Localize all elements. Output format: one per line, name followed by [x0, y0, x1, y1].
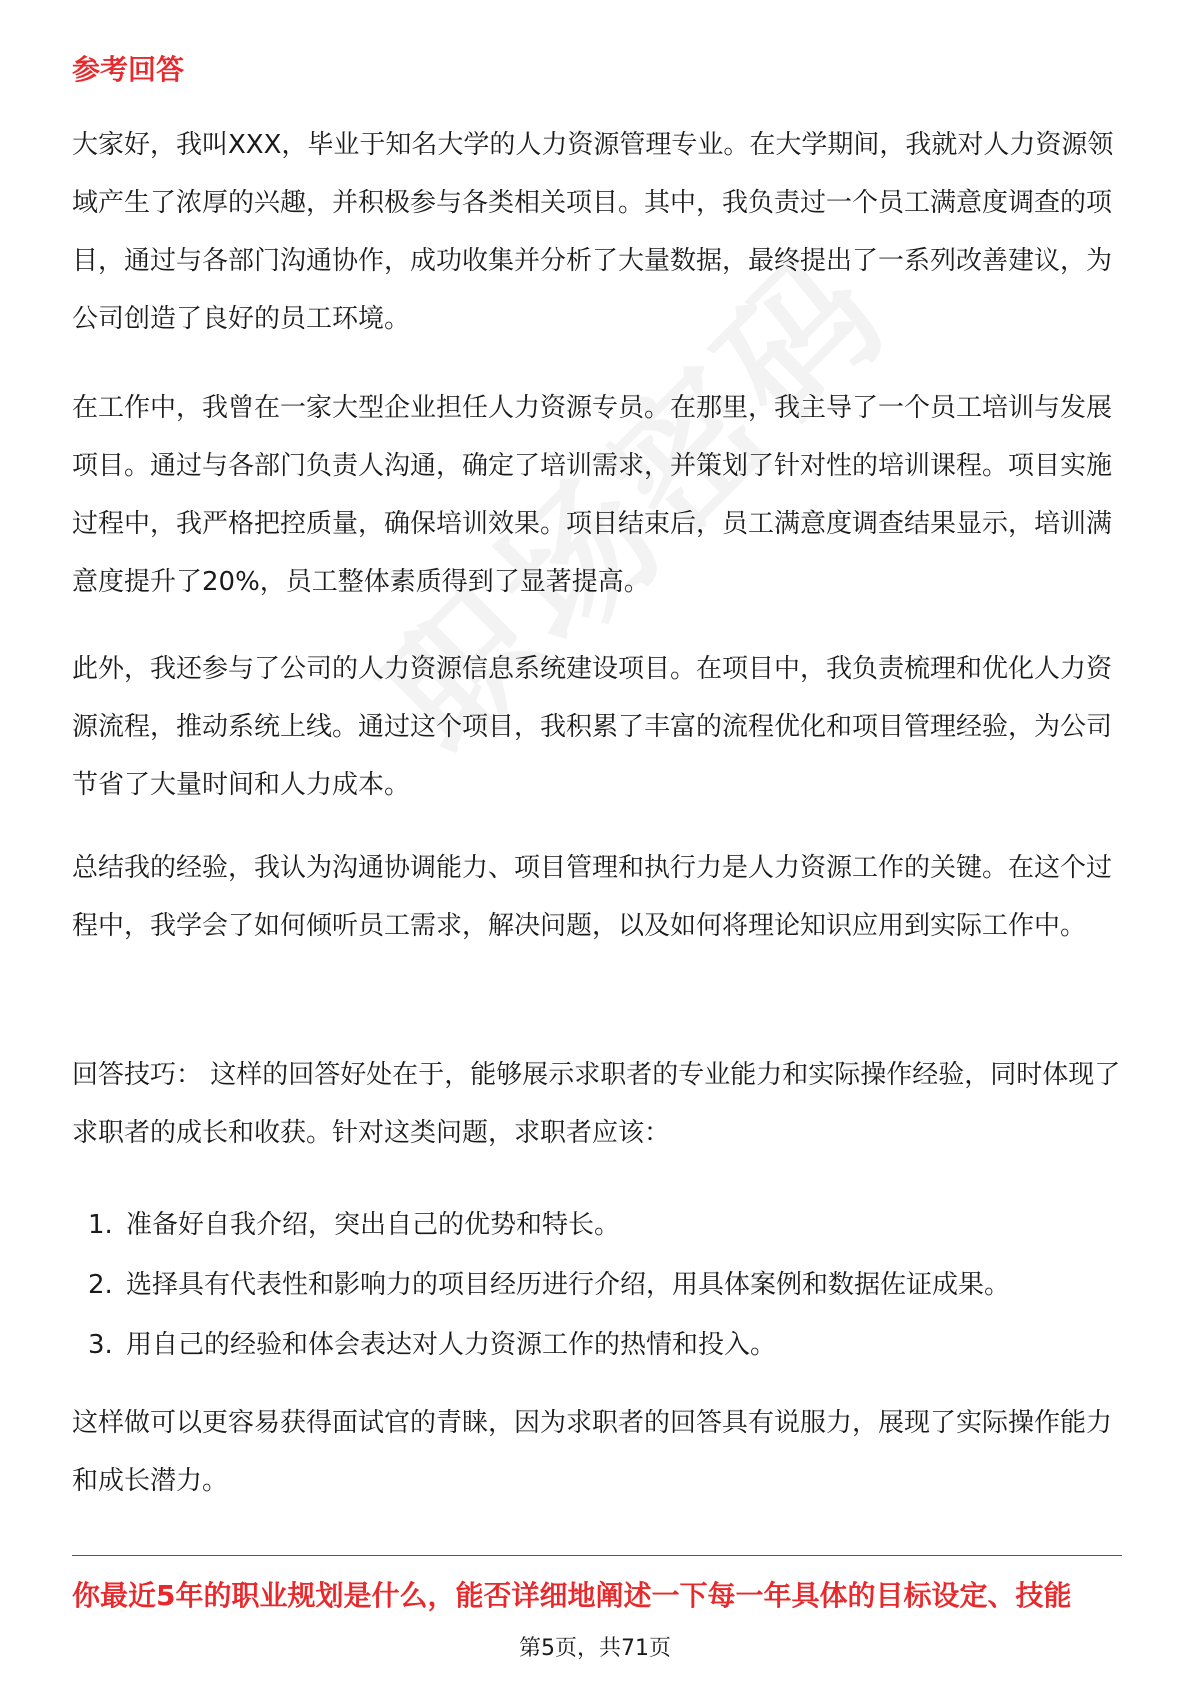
list-item: [72, 1195, 1122, 1255]
list-text: 准备好自我介绍，突出自己的优势和特长。: [126, 1210, 621, 1240]
tips-intro: 回答技巧： 这样的回答好处在于，能够展示求职者的专业能力和实际操作经验，同时体现了求职者的成长和收获。针对这类问题，求职者应该：: [72, 1060, 1121, 1148]
page-number: 第5页，共71页: [519, 1636, 671, 1661]
divider: [72, 1555, 1122, 1556]
list-number: 3.: [88, 1330, 113, 1360]
list-number: 2.: [88, 1270, 113, 1300]
next-question-heading: 你最近5年的职业规划是什么，能否详细地阐述一下每一年具体的目标设定、技能: [72, 1579, 1072, 1612]
answer-paragraph-4: 总结我的经验，我认为沟通协调能力、项目管理和执行力是人力资源工作的关键。在这个过程中，我学会了如何倾听员工需求，解决问题，以及如何将理论知识应用到实际工作中。: [72, 853, 1113, 941]
list-item: [72, 1315, 1122, 1375]
answer-paragraph-3: 此外，我还参与了公司的人力资源信息系统建设项目。在项目中，我负责梳理和优化人力资源流程，推动系统上线。通过这个项目，我积累了丰富的流程优化和项目管理经验，为公司节省了大量时间和人力成本。: [72, 654, 1113, 800]
list-text: 用自己的经验和体会表达对人力资源工作的热情和投入。: [126, 1330, 777, 1360]
tips-list: [72, 1195, 1122, 1375]
answer-paragraph-1: 大家好，我叫XXX，毕业于知名大学的人力资源管理专业。在大学期间，我就对人力资源领域产生了浓厚的兴趣，并积极参与各类相关项目。其中，我负责过一个员工满意度调查的项目，通过与各部门沟通协作，成功收集并分析了大量数据，最终提出了一系列改善建议，为公司创造了良好的员工环境。: [72, 130, 1114, 334]
answer-paragraph-2: 在工作中，我曾在一家大型企业担任人力资源专员。在那里，我主导了一个员工培训与发展项目。通过与各部门负责人沟通，确定了培训需求，并策划了针对性的培训课程。项目实施过程中，我严格把控质量，确保培训效果。项目结束后，员工满意度调查结果显示，培训满意度提升了20%，员工整体素质得到了显著提高。: [72, 393, 1113, 597]
closing-paragraph: 这样做可以更容易获得面试官的青睐，因为求职者的回答具有说服力，展现了实际操作能力和成长潜力。: [72, 1408, 1113, 1496]
list-item: [72, 1255, 1122, 1315]
list-text: 选择具有代表性和影响力的项目经历进行介绍，用具体案例和数据佐证成果。: [126, 1270, 1011, 1300]
section-title: 参考回答: [72, 53, 185, 86]
list-number: 1.: [88, 1210, 113, 1240]
